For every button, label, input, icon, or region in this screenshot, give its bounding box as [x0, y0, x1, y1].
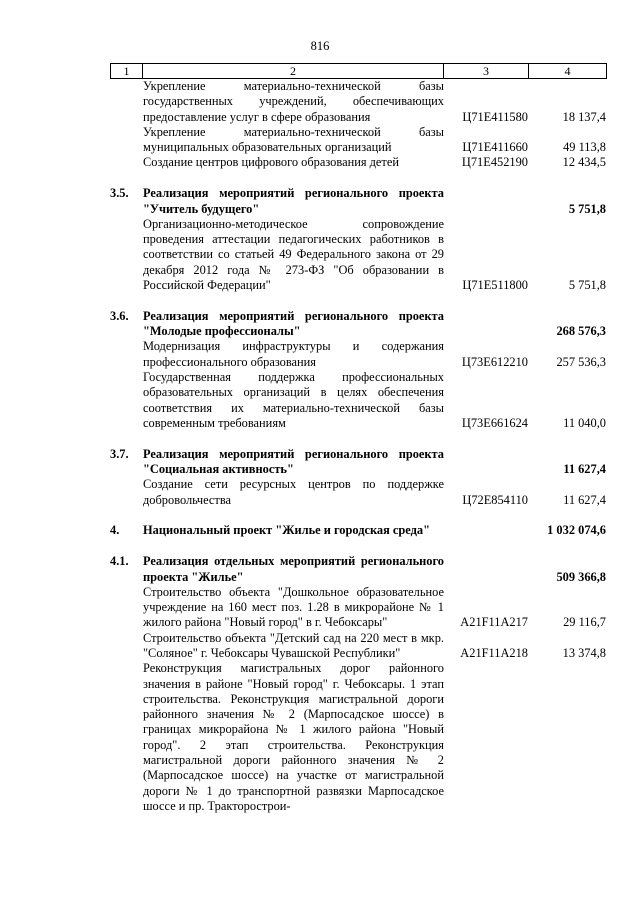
- row-amount: 11 040,0: [563, 415, 606, 430]
- row-number: 4.1.: [110, 554, 129, 569]
- table-row: [110, 339, 607, 370]
- row-text: Укрепление материально-технической базы муниципальных образовательных организаций: [143, 124, 444, 155]
- table-row: [110, 631, 607, 662]
- row-text: Реализация мероприятий регионального проекта "Социальная активность": [143, 446, 444, 477]
- row-amount: 11 627,4: [563, 492, 606, 507]
- table-row: [110, 661, 607, 814]
- row-amount: 11 627,4: [563, 462, 606, 477]
- budget-code: Ц73Е661624: [461, 415, 528, 430]
- row-number: 3.5.: [110, 186, 129, 201]
- budget-code: А21F11А217: [460, 615, 528, 630]
- row-amount: 49 113,8: [563, 140, 606, 155]
- row-number: 3.6.: [110, 308, 129, 323]
- row-number: 3.7.: [110, 446, 129, 461]
- row-text: Укрепление материально-технической базы государственных учреждений, обеспечивающих предоставление услуг в сфере образования: [143, 79, 444, 124]
- budget-code: Ц71Е411660: [462, 140, 528, 155]
- row-text: Государственная поддержка профессиональных образовательных организаций в целях обеспечения соответствия их материально-технической базы современным требованиям: [143, 370, 444, 430]
- row-amount: 509 366,8: [556, 569, 606, 584]
- table-row: [110, 217, 607, 293]
- row-text: Строительство объекта "Детский сад на 220 мест в мкр. "Соляное" г. Чебоксары Чувашской Республики": [143, 630, 444, 660]
- budget-code: Ц71Е511800: [462, 278, 528, 293]
- table-row: [110, 370, 607, 431]
- row-text: Создание сети ресурсных центров по поддержке добровольчества: [143, 477, 444, 507]
- header-col-1: 1: [110, 64, 143, 78]
- row-amount: 5 751,8: [568, 201, 606, 216]
- row-text: Реконструкция магистральных дорог районного значения в районе "Новый город" г. Чебоксары. 1 этап строительства. Реконструкция магистральной дороги районного значения № 2 (Марпосадское шоссе) в границах микрорайона № 1 жилого района "Новый город". 2 этап строительства. Реконструкция магистральной дороги районного значения № 2 (Марпосадское шоссе) на участке от магистральной дороги № 1 до транспортной развязки Марпосадское шоссе и пр. Тракторострои-: [143, 661, 444, 813]
- row-spacer: [110, 171, 607, 187]
- row-text: Модернизация инфраструктуры и содержания профессионального образования: [143, 339, 444, 369]
- row-text: Реализация отдельных мероприятий регионального проекта "Жилье": [143, 554, 444, 584]
- row-text: Национальный проект "Жилье и городская среда": [143, 523, 430, 538]
- table-row: [110, 585, 607, 631]
- budget-code: Ц73Е612210: [461, 354, 528, 369]
- section-row: [110, 554, 607, 585]
- table-row: [110, 477, 607, 508]
- row-amount: 1 032 074,6: [547, 523, 606, 538]
- table-header: [110, 63, 607, 79]
- row-spacer: [110, 539, 607, 555]
- table-row: [110, 79, 607, 125]
- row-amount: 5 751,8: [568, 278, 606, 293]
- header-col-4: 4: [529, 64, 607, 78]
- row-amount: 13 374,8: [562, 646, 606, 660]
- row-text: Создание центров цифрового образования детей: [143, 155, 399, 170]
- budget-code: Ц71Е452190: [461, 155, 528, 170]
- row-text: Реализация мероприятий регионального проекта "Учитель будущего": [143, 186, 444, 216]
- row-spacer: [110, 508, 607, 524]
- row-amount: 257 536,3: [556, 354, 606, 369]
- row-text: Строительство объекта "Дошкольное образовательное учреждение на 160 мест поз. 1.28 в микрорайоне № 1 жилого района "Новый город" в г. Чебоксары": [143, 584, 444, 630]
- row-spacer: [110, 293, 607, 309]
- header-col-2: 2: [143, 64, 444, 78]
- row-amount: 12 434,5: [562, 155, 606, 170]
- table-body: [110, 79, 607, 814]
- table-row: [110, 125, 607, 156]
- row-number: 4.: [110, 523, 120, 538]
- budget-code: А21F11А218: [460, 646, 528, 660]
- table-row: [110, 155, 607, 170]
- row-spacer: [110, 431, 607, 447]
- section-row: [110, 186, 607, 217]
- budget-table: [110, 63, 607, 814]
- row-text: Реализация мероприятий регионального проекта "Молодые профессионалы": [143, 308, 444, 339]
- section-row: [110, 523, 607, 538]
- page-number: 816: [310, 39, 330, 53]
- row-amount: 18 137,4: [562, 109, 606, 124]
- row-amount: 29 116,7: [563, 615, 606, 630]
- budget-code: Ц72Е854110: [462, 492, 528, 507]
- section-row: [110, 447, 607, 478]
- section-row: [110, 309, 607, 340]
- row-text: Организационно-методическое сопровождение проведения аттестации педагогических работников в соответствии со статьей 49 Федерального закона от 29 декабря 2012 года № 273-ФЗ "Об образовании в Российской Федерации": [143, 216, 444, 293]
- row-amount: 268 576,3: [556, 324, 606, 339]
- header-col-3: 3: [444, 64, 529, 78]
- budget-code: Ц71Е411580: [462, 109, 528, 124]
